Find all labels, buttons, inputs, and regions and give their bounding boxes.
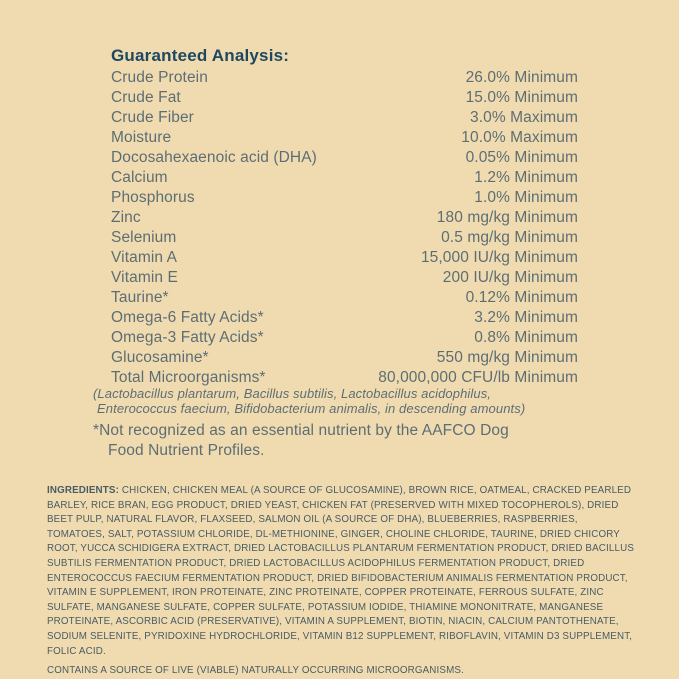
analysis-row [111, 128, 578, 148]
analysis-row [111, 248, 578, 268]
nutrient-name: Omega-3 Fatty Acids* [111, 329, 264, 346]
analysis-row [111, 108, 578, 128]
nutrient-value: 0.12% Minimum [465, 289, 578, 306]
nutrient-name: Docosahexaenoic acid (DHA) [111, 149, 317, 166]
aafco-footnote [93, 421, 578, 461]
analysis-row [111, 308, 578, 328]
guaranteed-analysis-heading: Guaranteed Analysis: [111, 46, 290, 65]
ingredients-text: CHICKEN, CHICKEN MEAL (A SOURCE OF GLUCOSAMINE), BROWN RICE, OATMEAL, CRACKED PEARLED BARLEY, RICE BRAN, EGG PRODUCT, DRIED YEAST, CHICKEN FAT (PRESERVED WITH MIXED TOCOPHEROLS), DRIED BEET PULP, NATURAL FLAVOR, FLAXSEED, SALMON OIL (A SOURCE OF DHA), BLUEBERRIES, RASPBERRIES, TOMATOES, SALT, POTASSIUM CHLORIDE, DL-METHIONINE, GINGER, CHOLINE CHLORIDE, TAURINE, DRIED CHICORY ROOT, YUCCA SCHIDIGERA EXTRACT, DRIED LACTOBACILLUS PLANTARUM FERMENTATION PRODUCT, DRIED BACILLUS SUBTILIS FERMENTATION PRODUCT, DRIED LACTOBACILLUS ACIDOPHILUS FERMENTATION PRODUCT, DRIED ENTEROCOCCUS FAECIUM FERMENTATION PRODUCT, DRIED BIFIDOBACTERIUM ANIMALIS FERMENTATION PRODUCT, VITAMIN E SUPPLEMENT, IRON PROTEINATE, ZINC PROTEINATE, COPPER PROTEINATE, FERROUS SULFATE, ZINC SULFATE, MANGANESE SULFATE, COPPER SULFATE, POTASSIUM IODIDE, THIAMINE MONONITRATE, MANGANESE PROTEINATE, ASCORBIC ACID (PRESERVATIVE), VITAMIN A SUPPLEMENT, BIOTIN, NIACIN, CALCIUM PANTOTHENATE, SODIUM SELENITE, PYRIDOXINE HYDROCHLORIDE, VITAMIN B12 SUPPLEMENT, RIBOFLAVIN, VITAMIN D3 SUPPLEMENT, FOLIC ACID. [47, 485, 635, 657]
nutrient-value: 15.0% Minimum [465, 89, 578, 106]
nutrient-value: 0.8% Minimum [474, 329, 578, 346]
analysis-row [111, 348, 578, 368]
microorganisms-note [93, 386, 578, 416]
contains-microorganisms-note: CONTAINS A SOURCE OF LIVE (VIABLE) NATURALLY OCCURRING MICROORGANISMS. [47, 665, 464, 677]
nutrient-name: Moisture [111, 129, 172, 146]
nutrient-value: 0.05% Minimum [465, 149, 578, 166]
nutrient-name: Vitamin A [111, 249, 178, 266]
nutrient-value: 0.5 mg/kg Minimum [441, 229, 578, 246]
analysis-row [111, 68, 578, 88]
nutrient-value: 1.0% Minimum [474, 189, 578, 206]
nutrient-name: Taurine* [111, 289, 169, 306]
nutrient-value: 3.0% Maximum [469, 109, 578, 126]
analysis-table [111, 68, 578, 388]
analysis-row [111, 148, 578, 168]
ingredients-label: INGREDIENTS: [47, 485, 120, 496]
analysis-row [111, 208, 578, 228]
microorganisms-note-line1: (Lactobacillus plantarum, Bacillus subtilis, Lactobacillus acidophilus, [93, 386, 492, 401]
nutrient-name: Crude Protein [111, 69, 208, 86]
nutrient-name: Crude Fat [111, 89, 181, 106]
nutrient-name: Calcium [111, 169, 168, 186]
ingredients-section [47, 484, 636, 679]
nutrient-name: Selenium [111, 229, 177, 246]
nutrient-value: 180 mg/kg Minimum [436, 209, 578, 226]
nutrient-value: 26.0% Minimum [465, 69, 578, 86]
nutrient-value: 200 IU/kg Minimum [442, 269, 578, 286]
analysis-row [111, 328, 578, 348]
analysis-row [111, 168, 578, 188]
nutrient-name: Total Microorganisms* [111, 369, 266, 386]
nutrient-name: Zinc [111, 209, 141, 226]
nutrient-value: 1.2% Minimum [474, 169, 578, 186]
microorganisms-note-line2: Enterococcus faecium, Bifidobacterium animalis, in descending amounts) [97, 401, 526, 416]
analysis-row [111, 268, 578, 288]
analysis-row [111, 288, 578, 308]
nutrient-value: 3.2% Minimum [474, 309, 578, 326]
nutrient-name: Glucosamine* [111, 349, 209, 366]
ingredients-paragraph [47, 484, 636, 659]
nutrient-name: Phosphorus [111, 189, 195, 206]
nutrient-value: 80,000,000 CFU/lb Minimum [378, 369, 578, 386]
analysis-row [111, 228, 578, 248]
nutrient-value: 550 mg/kg Minimum [436, 349, 578, 366]
analysis-row [111, 188, 578, 208]
nutrient-name: Omega-6 Fatty Acids* [111, 309, 264, 326]
nutrient-value: 10.0% Maximum [461, 129, 578, 146]
aafco-footnote-line1: *Not recognized as an essential nutrient by the AAFCO Dog [93, 422, 509, 439]
aafco-footnote-line2: Food Nutrient Profiles. [108, 442, 265, 459]
nutrient-name: Crude Fiber [111, 109, 194, 126]
nutrient-value: 15,000 IU/kg Minimum [420, 249, 578, 266]
nutrient-name: Vitamin E [111, 269, 178, 286]
analysis-row [111, 368, 578, 388]
guaranteed-analysis-section [93, 46, 578, 461]
analysis-row [111, 88, 578, 108]
